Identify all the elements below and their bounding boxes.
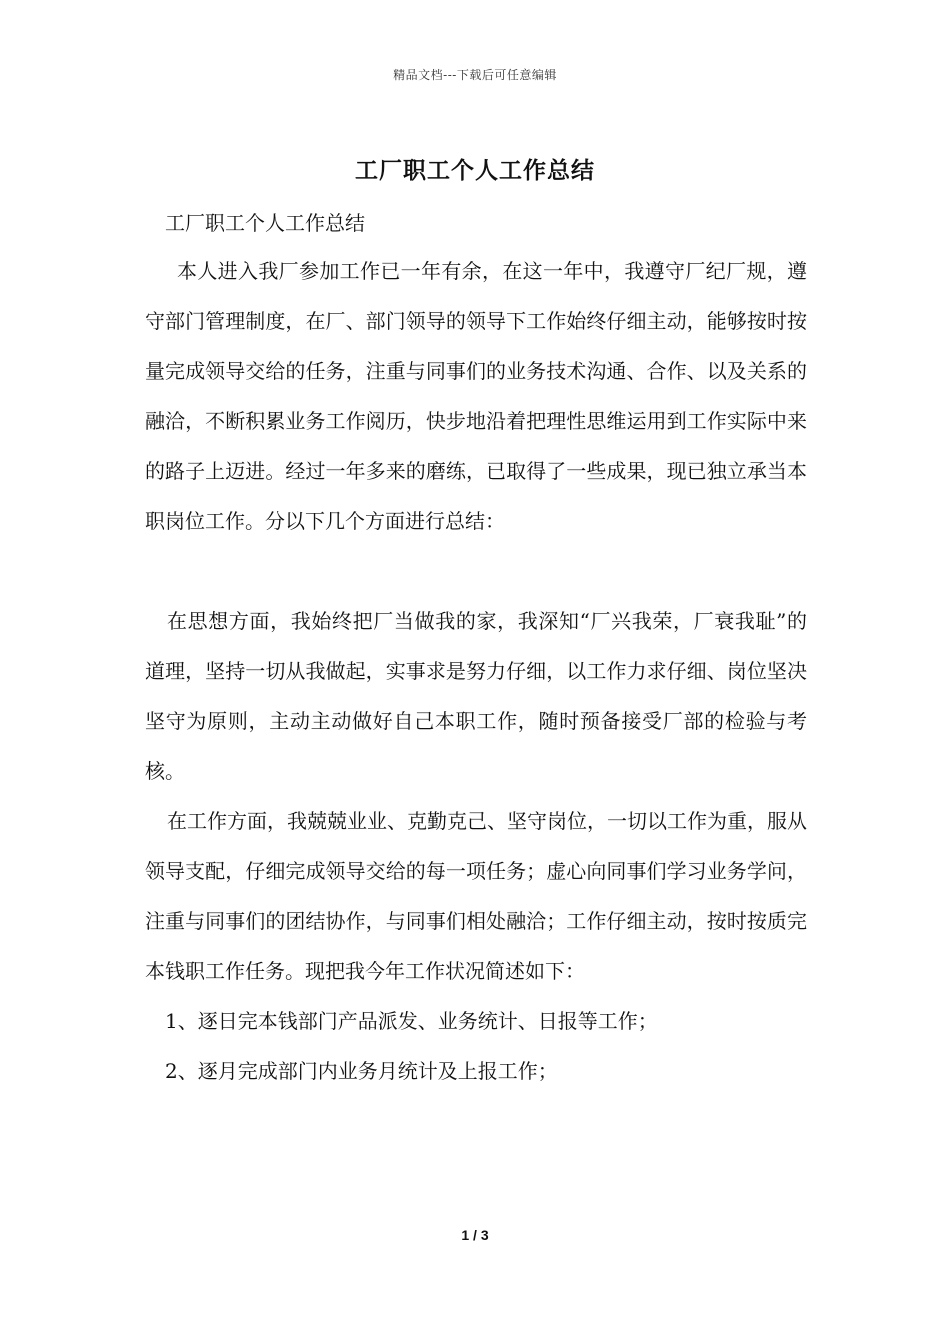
paragraph-work: 在工作方面，我兢兢业业、克勤克己、坚守岗位，一切以工作为重，服从领导支配，仔细完成领导交给的每一项任务；虚心向同事们学习业务学问，注重与同事们的团结协作，与同事们相处融洽；工作仔细主动，按时按质完本钱职工作任务。现把我今年工作状况简述如下：: [145, 809, 807, 983]
sub-title: 工厂职工个人工作总结: [165, 211, 365, 235]
document-title: 工厂职工个人工作总结: [355, 157, 595, 184]
paragraph-thought: 在思想方面，我始终把厂当做我的家，我深知“厂兴我荣，厂衰我耻”的道理，坚持一切从我做起，实事求是努力仔细，以工作力求仔细、岗位坚决坚守为原则，主动主动做好自己本职工作，随时预备接受厂部的检验与考核。: [145, 609, 807, 783]
list-item: 1、逐日完本钱部门产品派发、业务统计、日报等工作；: [165, 1009, 658, 1033]
header-note: 精品文档---下载后可任意编辑: [393, 68, 557, 82]
paragraph-gap: [145, 546, 807, 596]
paragraph-intro: 本人进入我厂参加工作已一年有余，在这一年中，我遵守厂纪厂规，遵守部门管理制度，在厂、部门领导的领导下工作始终仔细主动，能够按时按量完成领导交给的任务，注重与同事们的业务技术沟通、合作、以及关系的融洽，不断积累业务工作阅历，快步地沿着把理性思维运用到工作实际中来的路子上迈进。经过一年多来的磨练，已取得了一些成果，现已独立承当本职岗位工作。分以下几个方面进行总结：: [145, 259, 807, 533]
page-number: 1 / 3: [461, 1227, 489, 1243]
document-body: [145, 200, 807, 1096]
list-item: 2、逐月完成部门内业务月统计及上报工作；: [165, 1059, 558, 1083]
